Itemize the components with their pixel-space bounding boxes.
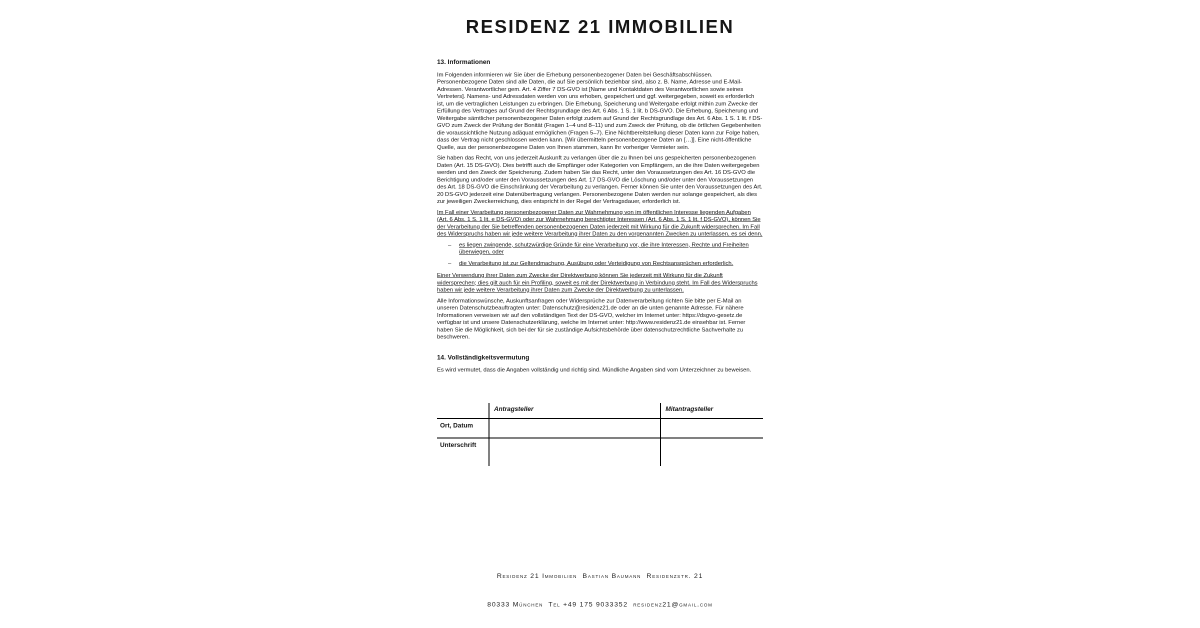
list-item-text: die Verarbeitung ist zur Geltendmachung, Ausübung oder Verteidigung von Rechtsansprüchen erforderlich. (459, 259, 734, 267)
section-13-direct-marketing-paragraph: Einer Verwendung ihrer Daten zum Zwecke der Direktwerbung können Sie jederzeit mit Wirkung für die Zukunft widersprechen; dies gilt auch für ein Profiling, soweit es mit der Direktwerbung in Verbindung steht. Im Fall des Widerspruchs haben wir jede weitere Verarbeitung ihrer Daten zum Zwecke der Direktwerbung zu unterlassen. (437, 272, 758, 293)
section-13-objection-paragraph: Im Fall einer Verarbeitung personenbezogener Daten zur Wahrnehmung von im öffentlichen Interesse liegenden Aufgaben (Art. 6 Abs. 1 S. 1 lit. e DS-GVO) oder zur Wahrnehmung berechtigter Interessen (Art. 6 Abs. 1 S. 1 lit. f DS-GVO), können Sie der Verarbeitung der Sie betreffenden personenbezogenen Daten jederzeit mit Wirkung für die Zukunft widersprechen. Im Fall des Widerspruchs haben wir jede weitere Verarbeitung ihrer Daten zu den vorgenannten Zwecken zu unterlassen, es sei denn, (437, 208, 763, 237)
unterschrift-mitantragsteller-field (660, 438, 763, 466)
list-item (437, 241, 763, 256)
signature-table-corner-cell (437, 403, 489, 418)
objection-exceptions-list (437, 241, 763, 267)
row-label-unterschrift: Unterschrift (440, 440, 477, 449)
section-14-heading: 14. Vollständigkeitsvermutung (437, 353, 530, 361)
unterschrift-antragsteller-field (489, 438, 661, 466)
document-body (437, 59, 763, 466)
table-row-unterschrift (437, 438, 763, 466)
footer-address-line-2: 80333 München Tel +49 175 9033352 residenz21@gmail.com (487, 600, 713, 608)
ort-datum-antragsteller-field (489, 419, 661, 438)
signature-table (437, 403, 763, 466)
column-header-antragsteller: Antragsteller (489, 403, 661, 418)
table-row-ort-datum (437, 419, 763, 439)
footer-address-line-1: Residenz 21 Immobilien Bastian Baumann Residenzstr. 21 (496, 572, 704, 580)
row-label-ort-datum: Ort, Datum (440, 421, 474, 429)
list-item-text: es liegen zwingende, schutzwürdige Gründe für eine Verarbeitung vor, die ihre Interessen, Rechte und Freiheiten überwiegen, oder (459, 241, 749, 255)
ort-datum-mitantragsteller-field (660, 419, 763, 438)
section-13-intro-paragraph: Im Folgenden informieren wir Sie über die Erhebung personenbezogener Daten bei Geschäftsabschlüssen. Personenbezogene Daten sind alle Daten, die auf Sie persönlich beziehbar sind, also z. B. Name, Adresse und E-Mail-Adressen. Verantwortlicher gem. Art. 4 Ziffer 7 DS-GVO ist [Name und Kontaktdaten des Verantwortlichen sowie seines Vertreters]. Namens- und Adressdaten werden von uns erhoben, gespeichert und ggf. weitergegeben, soweit es erforderlich ist, um die vertraglichen Leistungen zu erbringen. Die Erhebung, Speicherung und Weitergabe erfolgt mithin zum Zwecke der Erfüllung des Vertrages auf Grund der Rechtsgrundlage des Art. 6 Abs. 1 S. 1 lit. b DS-GVO. Die Erhebung, Speicherung und Weitergabe sämtlicher personenbezogener Daten erfolgt zudem auf Grund der Rechtsgrundlage des Art. 6 Abs. 1 S. 1 lit. f DS-GVO zum Zweck der Prüfung der Bonität (Fragen 1–4 und 8–11) und zum Zweck der Prüfung, ob die örtlichen Gegebenheiten die voraussichtliche Nutzung adäquat ermöglichen (Fragen 5–7). Eine Nichtbereitstellung dieser Daten kann zur Folge haben, dass der Vertrag nicht geschlossen werden kann. [Wir übermitteln personenbezogene Daten an […]]. Eine nicht-öffentliche Quelle, aus der personenbezogene Daten von Ihnen stammen, kann Ihr vorheriger Vermieter sein. (437, 71, 763, 151)
brand-title: RESIDENZ 21 IMMOBILIEN (465, 16, 735, 37)
section-14-body-paragraph: Es wird vermutet, dass die Angaben vollständig und richtig sind. Mündliche Angaben sind vom Unterzeichner zu beweisen. (437, 366, 752, 373)
bullet-dash: – (448, 241, 452, 248)
list-item (437, 260, 763, 267)
document-footer (0, 552, 1200, 628)
section-13-rights-paragraph: Sie haben das Recht, von uns jederzeit Auskunft zu verlangen über die zu Ihnen bei uns gespeicherten personenbezogenen Daten (Art. 15 DS-GVO). Dies betrifft auch die Empfänger oder Kategorien von Empfängern, an die ihre Daten weitergegeben werden und den Zweck der Speicherung. Zudem haben Sie das Recht, unter den Voraussetzungen des Art. 16 DS-GVO die Berichtigung und/oder unter den Voraussetzungen des Art. 17 DS-GVO die Löschung und/oder unter den Voraussetzungen des Art. 18 DS-GVO die Einschränkung der Verarbeitung zu verlangen. Ferner können Sie unter den Voraussetzungen des Art. 20 DS-GVO jederzeit eine Datenübertragung verlangen. Personenbezogene Daten werden nur solange gespeichert, als dies zur jeweiligen Zweckerreichung, dies entspricht in der Regel der Vertragsdauer, erforderlich ist. (437, 154, 763, 205)
signature-table-header-row (437, 403, 763, 419)
section-13-contact-paragraph: Alle Informationswünsche, Auskunftsanfragen oder Widersprüche zur Datenverarbeitung richten Sie bitte per E-Mail an unseren Datenschutzbeauftragten unter: Datenschutz@residenz21.de oder an die unten genannte Adresse. Für nähere Informationen verweisen wir auf den vollständigen Text der DS-GVO, welcher im Internet unter: https://dsgvo-gesetz.de verfügbar ist und unsere Datenschutzerklärung, welche im Internet unter: http://www.residenz21.de einsehbar ist. Ferner haben Sie die Möglichkeit, sich bei der für sie zuständige Aufsichtsbehörde über datenschutzrechtliche Sachverhalte zu beschweren. (437, 297, 746, 340)
bullet-dash: – (448, 259, 452, 267)
column-header-mitantragsteller: Mitantragsteller (660, 403, 763, 418)
section-13-heading: 13. Informationen (437, 58, 491, 66)
